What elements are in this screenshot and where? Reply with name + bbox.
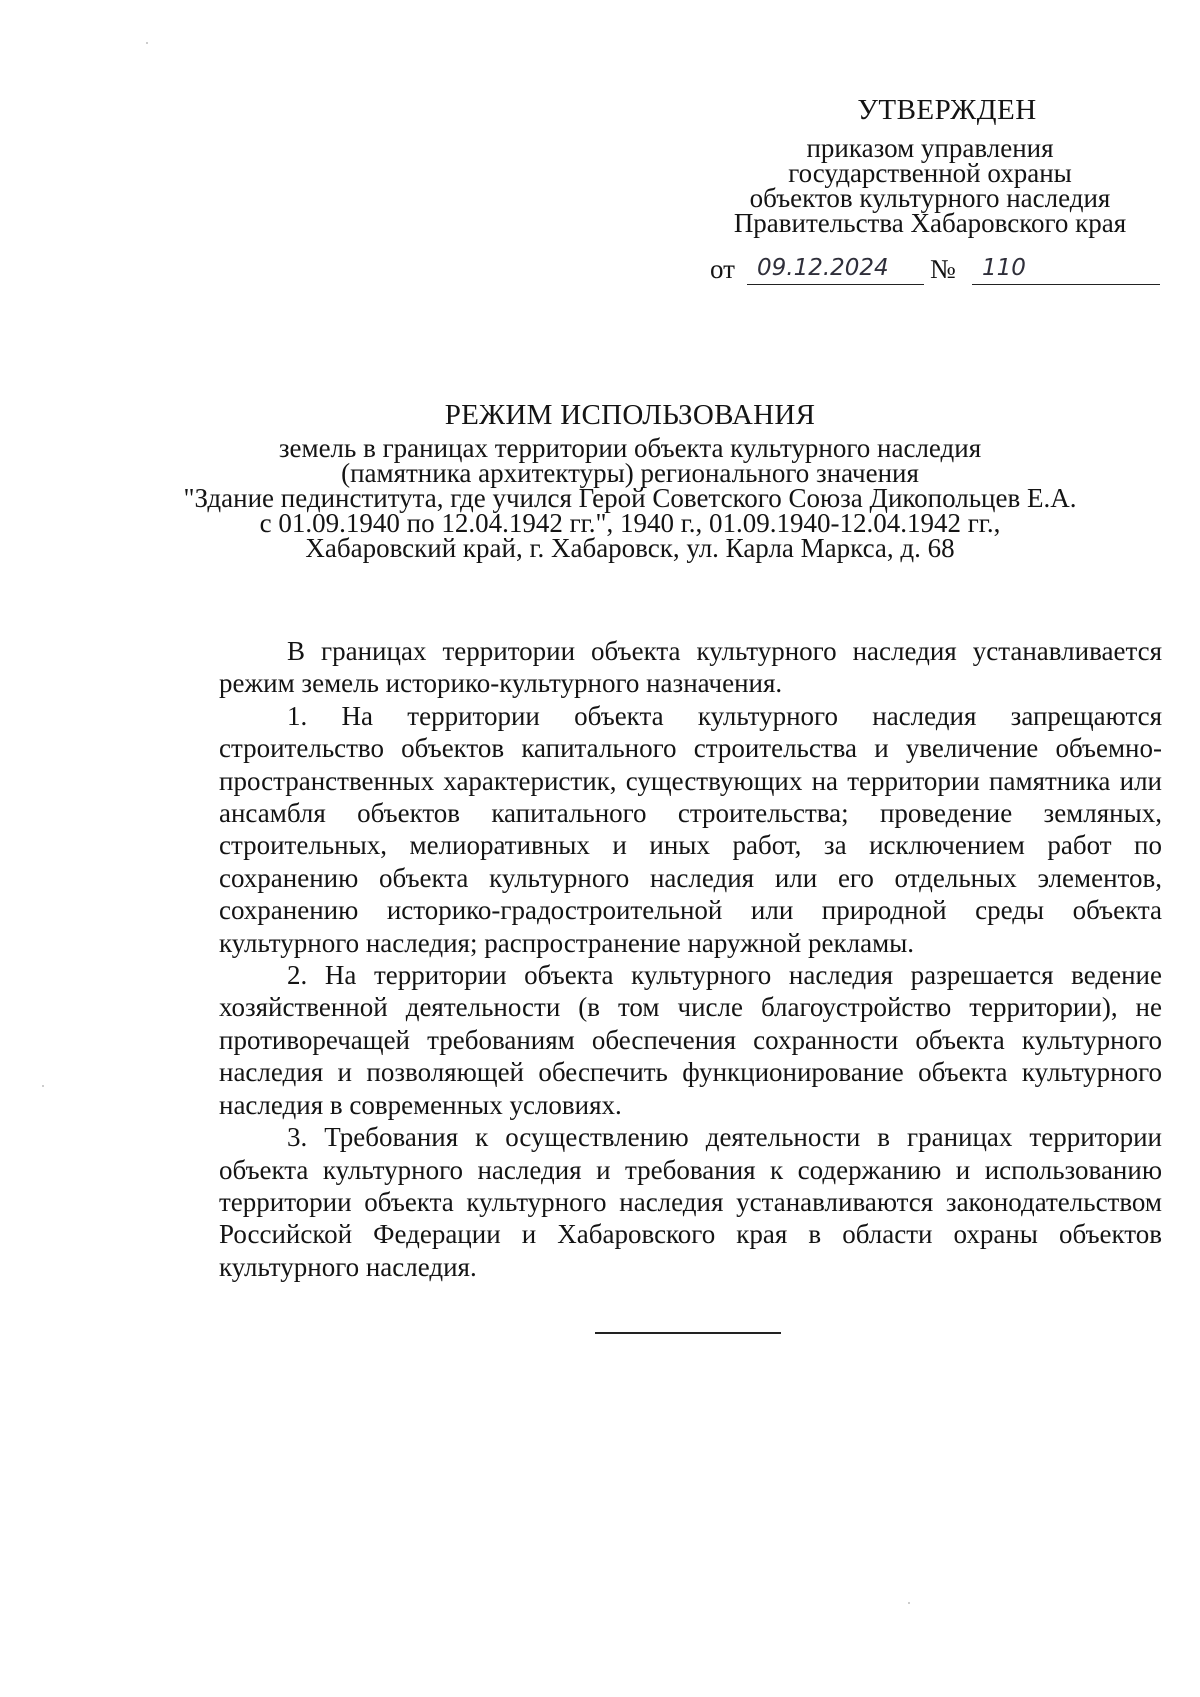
approval-heading: УТВЕРЖДЕН (857, 94, 1037, 126)
title-subline: "Здание пединститута, где учился Герой Советского Союза Дикопольцев Е.А. (183, 483, 1077, 513)
document-title: РЕЖИМ ИСПОЛЬЗОВАНИЯ (444, 399, 816, 431)
approval-line: государственной охраны (788, 158, 1072, 188)
order-date-number-line (710, 253, 1160, 287)
number-label: № (930, 254, 956, 284)
body-paragraph: 2. На территории объекта культурного наследия разрешается ведение хозяйственной деятельности (в том числе благоустройство территории), не противоречащей требованиям обеспечения сохранности объекта культурного наследия и позволяющей обеспечить функционирование объекта культурного наследия в современных условиях. (219, 960, 1162, 1120)
approval-line: приказом управления (806, 133, 1054, 163)
approval-line: объектов культурного наследия (749, 183, 1111, 213)
document-body (219, 635, 1162, 1283)
scan-speck (42, 1085, 44, 1087)
body-paragraph: 3. Требования к осуществлению деятельности в границах территории объекта культурного наследия и требования к содержанию и использованию территории объекта культурного наследия устанавливаются законодательством Российской Федерации и Хабаровского края в области охраны объектов культурного наследия. (219, 1122, 1162, 1282)
body-paragraph: В границах территории объекта культурного наследия устанавливается режим земель историко-культурного назначения. (219, 636, 1162, 699)
title-subline: (памятника архитектуры) регионального значения (341, 458, 919, 488)
scan-speck (908, 1602, 910, 1604)
title-subline: Хабаровский край, г. Хабаровск, ул. Карла Маркса, д. 68 (305, 533, 955, 563)
date-label: от (710, 254, 735, 284)
handwritten-date: 09.12.2024 (747, 253, 924, 285)
title-subline: с 01.09.1940 по 12.04.1942 гг.", 1940 г., 01.09.1940-12.04.1942 гг., (259, 508, 1001, 538)
approval-stamp-block (690, 92, 1170, 236)
scan-speck (146, 42, 148, 44)
document-title-block (130, 398, 1130, 561)
end-of-document-rule (595, 1332, 781, 1334)
title-subline: земель в границах территории объекта культурного наследия (278, 433, 982, 463)
handwritten-order-number: 110 (972, 253, 1160, 285)
body-paragraph: 1. На территории объекта культурного наследия запрещаются строительство объектов капитального строительства и увеличение объемно-пространственных характеристик, существующих на территории памятника или ансамбля объектов капитального строительства; проведение земляных, строительных, мелиоративных и иных работ, за исключением работ по сохранению объекта культурного наследия или его отдельных элементов, сохранению историко-градостроительной или природной среды объекта культурного наследия; распространение наружной рекламы. (219, 700, 1162, 958)
approval-line: Правительства Хабаровского края (733, 208, 1127, 238)
